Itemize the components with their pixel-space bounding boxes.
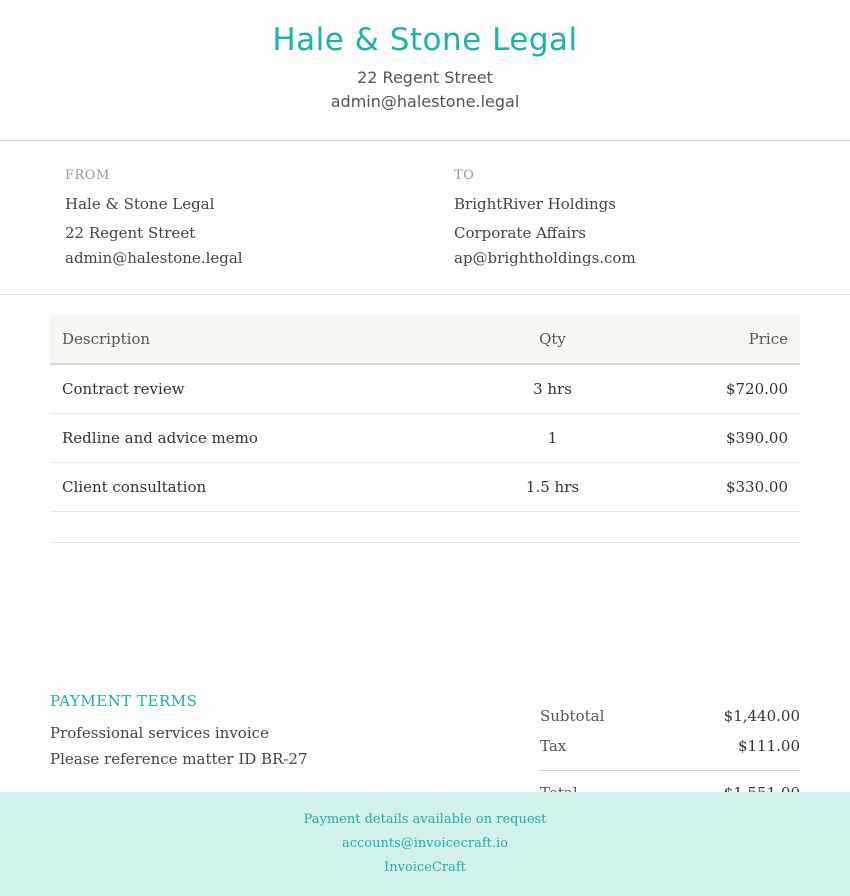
parties-section	[0, 141, 850, 295]
tax-label: Tax	[540, 737, 567, 755]
column-header-qty: Qty	[490, 315, 615, 364]
payment-terms-title: PAYMENT TERMS	[50, 692, 198, 710]
from-address: 22 Regent Street	[65, 224, 196, 242]
payment-terms-line: Professional services invoice	[50, 724, 269, 742]
table-row	[50, 462, 800, 511]
invoice-header	[0, 0, 850, 141]
payment-terms-line: Please reference matter ID BR-27	[50, 750, 308, 768]
table-header-row	[50, 315, 800, 364]
table-row	[50, 413, 800, 462]
company-name: Hale & Stone Legal	[272, 22, 578, 58]
from-label: FROM	[65, 168, 110, 183]
company-email: admin@halestone.legal	[330, 92, 520, 111]
to-department: Corporate Affairs	[454, 224, 586, 242]
item-description: Client consultation	[50, 462, 490, 511]
table-row	[50, 364, 800, 413]
item-price: $390.00	[615, 413, 800, 462]
column-header-price: Price	[615, 315, 800, 364]
item-description: Redline and advice memo	[50, 413, 490, 462]
footer-payment-note: Payment details available on request	[303, 812, 547, 827]
to-label: TO	[454, 168, 475, 183]
invoice-footer	[0, 792, 850, 896]
column-header-description: Description	[50, 315, 490, 364]
item-qty: 1.5 hrs	[490, 462, 615, 511]
item-qty: 1	[490, 413, 615, 462]
line-items-table	[50, 315, 800, 512]
item-price: $720.00	[615, 364, 800, 413]
from-email: admin@halestone.legal	[65, 249, 243, 267]
subtotal-label: Subtotal	[540, 707, 605, 725]
company-address: 22 Regent Street	[357, 68, 493, 87]
footer-email: accounts@invoicecraft.io	[341, 836, 508, 851]
tax-value: $111.00	[737, 737, 800, 755]
item-price: $330.00	[615, 462, 800, 511]
total-divider	[540, 770, 800, 771]
to-email: ap@brightholdings.com	[454, 249, 636, 267]
item-qty: 3 hrs	[490, 364, 615, 413]
footer-brand: InvoiceCraft	[384, 860, 466, 875]
item-description: Contract review	[50, 364, 490, 413]
from-name: Hale & Stone Legal	[65, 195, 215, 213]
subtotal-value: $1,440.00	[723, 707, 800, 725]
totals-separator	[50, 542, 800, 543]
to-name: BrightRiver Holdings	[454, 195, 616, 213]
